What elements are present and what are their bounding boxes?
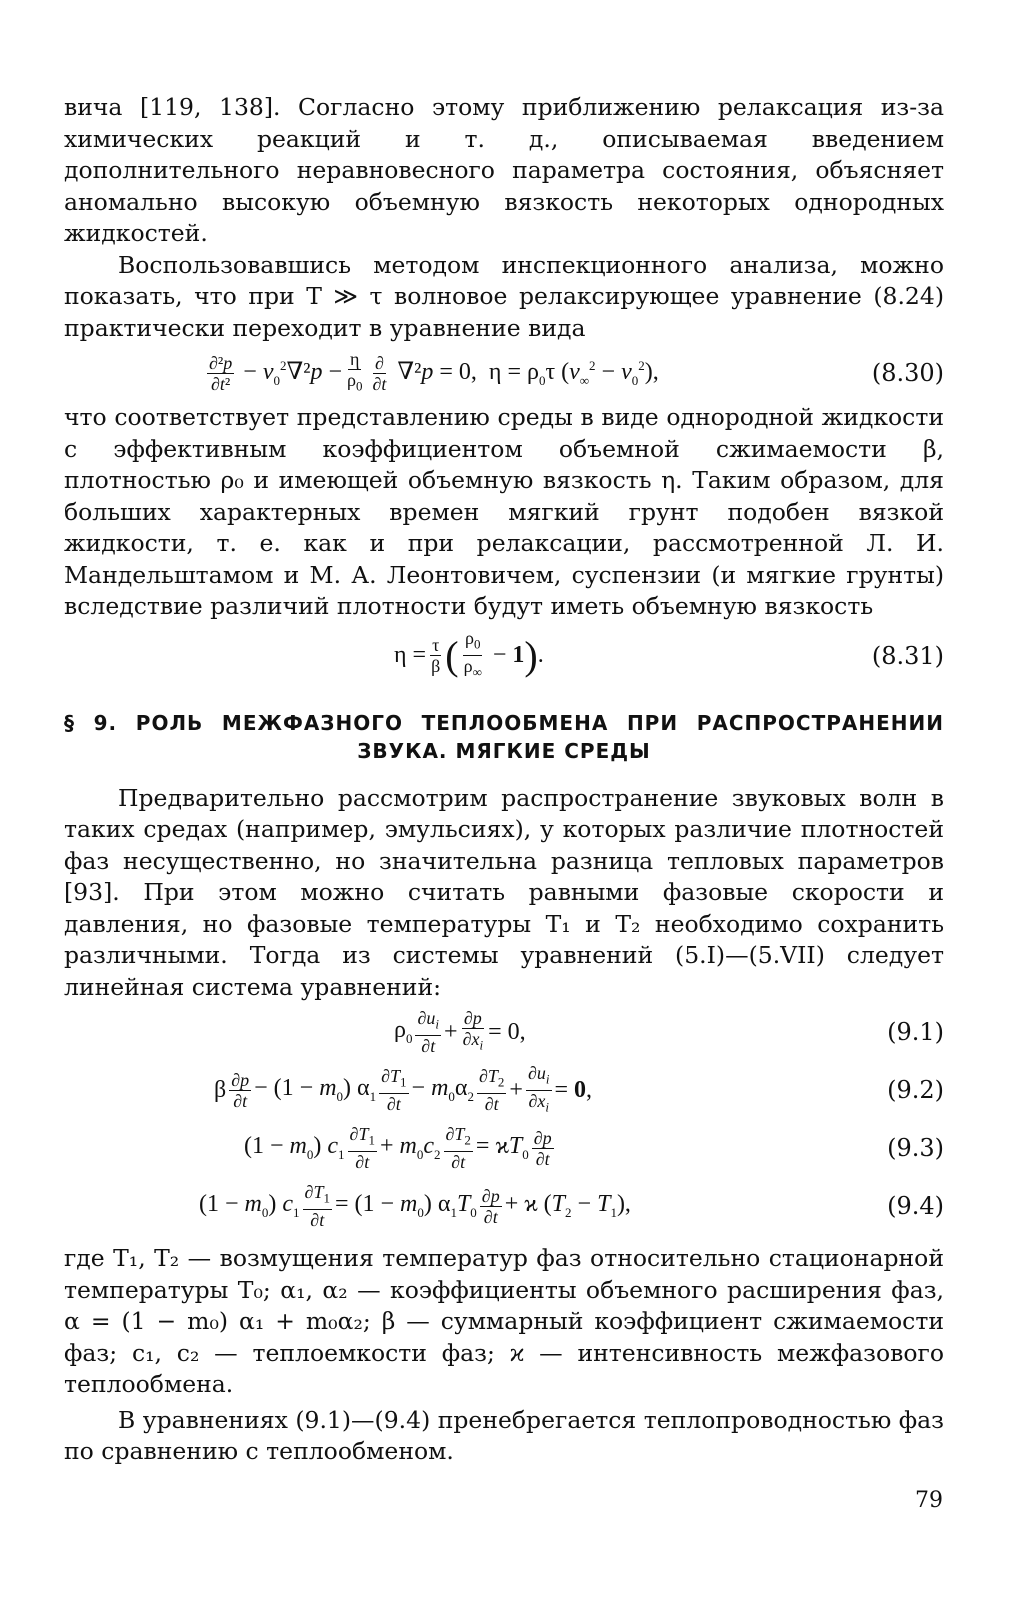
paragraph-1: вича [119, 138]. Согласно этому приближению релаксация из-за химических реакций и т. д., описываемая введением дополнительного неравновесного параметра состояния, объясняет аномально высокую объемную вязкость некоторых однородных жидкостей. <box>64 93 944 247</box>
equation-8-31: η = $\frac{\tau}{\beta}$ ( $\frac{\rho_0}{\rho_\infty}$ − 1 ) . (8.31) <box>64 623 944 689</box>
equation-9-2: β $\frac{\partial p}{\partial t}$ − $(1 - m_0)$ $\alpha_1$ $\frac{\partial T_1}{\partial t}$ − $m_0\alpha_2$ $\frac{\partial T_2}{\partial t}$ + $\frac{\partial u_i}{\partial x_i}$ = 0, (9.2) <box>64 1061 944 1119</box>
paragraph-5: где T₁, T₂ — возмущения температур фаз относительно стационарной температуры T₀; α₁, α₂ — коэффициенты объемного расширения фаз, α = (1 − m₀) α₁ + m₀α₂; β — суммарный коэффициент сжимаемости фаз; c₁, c₂ — теплоемкости фаз; ϰ — интенсивность межфазового теплообмена. <box>64 1244 944 1398</box>
paragraph-6: В уравнениях (9.1)—(9.4) пренебрегается теплопроводностью фаз по сравнению с теплообменом. <box>64 1405 944 1465</box>
paragraph-3: что соответствует представлению среды в виде однородной жидкости с эффективным коэффициентом объемной сжимаемости β, плотностью ρ₀ и имеющей объемную вязкость η. Таким образом, для больших характерных времен мягкий грунт подобен вязкой жидкости, т. е. как и при релаксации, рассмотренной Л. И. Мандельштамом и М. А. Леонтовичем, суспензии (и мягкие грунты) вследствие различий плотности будут иметь объемную вязкость <box>64 403 944 620</box>
equation-9-1: $\rho_0$ $\frac{\partial u_i}{\partial t}$ + $\frac{\partial p}{\partial x_i}$ = 0, (9.1) <box>64 1003 944 1061</box>
equation-number: (8.30) <box>871 359 944 387</box>
section-heading <box>64 709 944 765</box>
paragraph-4: Предварительно рассмотрим распространение звуковых волн в таких средах (например, эмульсиях), у которых различие плотностей фаз несущественно, но значительна разница тепловых параметров [93]. При этом можно считать равными фазовые скорости и давления, но фазовые температуры T₁ и T₂ необходимо сохранить различными. Тогда из системы уравнений (5.I)—(5.VII) следует линейная система уравнений: <box>64 783 944 1001</box>
equation-number: (9.2) <box>887 1076 944 1104</box>
equation-8-30: $\frac{\text{∂²p}}{\text{∂t²}}$ − $v_0^2\nabla^2p$ − $\frac{\eta}{\rho_0}$ $\frac{\partial}{\partial t}$ ∇²p = 0, $\eta = \rho_0\tau$ $(v_\infty^2 - v_0^2)$, (8.30) <box>64 344 944 402</box>
page-number: 79 <box>915 1488 943 1513</box>
equation-number: (9.3) <box>887 1134 944 1162</box>
equation-number: (9.4) <box>887 1192 944 1220</box>
equation-number: (8.31) <box>871 641 944 670</box>
heading-line-2: ЗВУКА. МЯГКИЕ СРЕДЫ <box>357 738 651 763</box>
heading-line-1: § 9. РОЛЬ МЕЖФАЗНОГО ТЕПЛООБМЕНА ПРИ РАСПРОСТРАНЕНИИ <box>64 710 944 735</box>
paragraph-2: Воспользовавшись методом инспекционного анализа, можно показать, что при T ≫ τ волновое релаксирующее уравнение (8.24) практически переходит в уравнение вида <box>64 250 944 342</box>
equation-9-4: $(1 - m_0)$ $c_1$ $\frac{\partial T_1}{\partial t}$ = $(1 - m_0)$ $\alpha_1T_0$ $\frac{\partial p}{\partial t}$ + ϰ $(T_2 - T_1)$, (9.4) <box>64 1177 944 1235</box>
equation-number: (9.1) <box>887 1018 944 1046</box>
page-body <box>64 92 944 1468</box>
equation-9-3: $(1 - m_0)$ $c_1$ $\frac{\partial T_1}{\partial t}$ + $m_0c_2$ $\frac{\partial T_2}{\partial t}$ = $ϰT_0$ $\frac{\partial p}{\partial t}$ (9.3) <box>64 1119 944 1177</box>
